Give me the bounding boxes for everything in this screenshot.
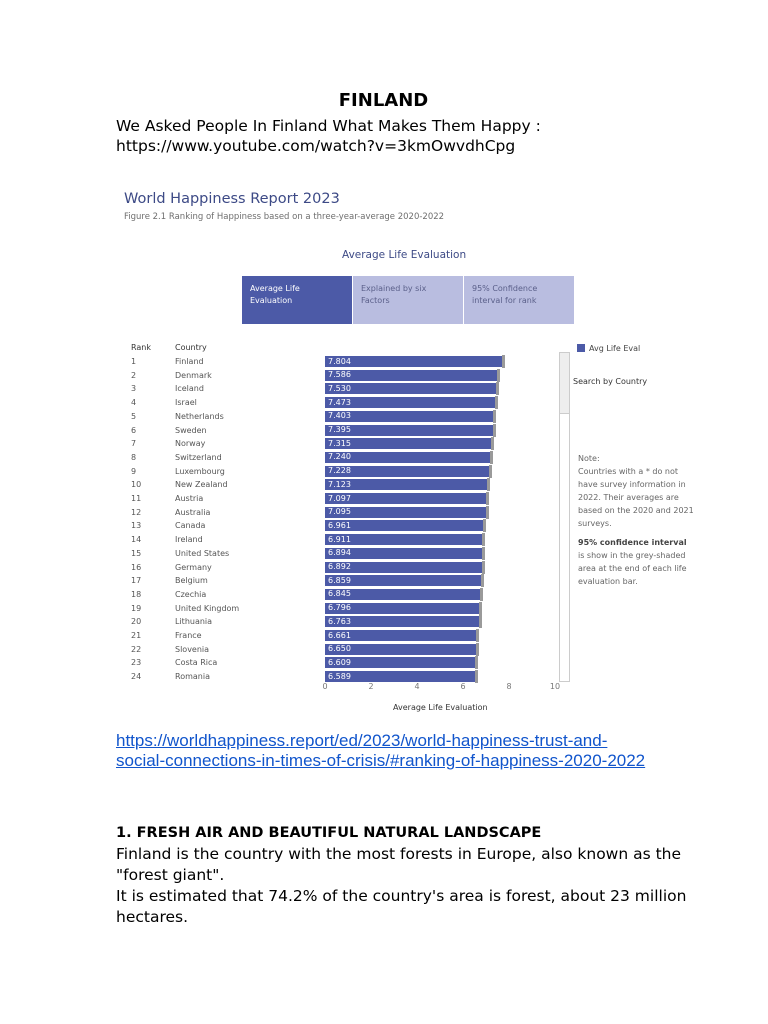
x-tick-label: 10 <box>549 682 561 691</box>
tab-average-life-evaluation[interactable]: Average Life Evaluation <box>242 276 352 324</box>
confidence-interval-mark <box>476 643 479 656</box>
ci-title: 95% confidence interval <box>578 538 687 547</box>
rank-cell: 6 <box>131 425 137 435</box>
chart-bar <box>325 370 499 381</box>
x-tick-label: 4 <box>414 682 420 691</box>
confidence-interval-mark <box>479 602 482 615</box>
confidence-interval-mark <box>493 410 496 423</box>
x-tick-label: 6 <box>460 682 466 691</box>
bar-value-label: 6.661 <box>328 630 351 640</box>
world-happiness-report-link[interactable]: https://worldhappiness.report/ed/2023/world-happiness-trust-and-social-connections-in-times-of-crisis/#ranking-of-happiness-2020-2022 <box>116 731 646 770</box>
rank-cell: 11 <box>131 494 142 503</box>
country-cell: Australia <box>175 507 211 517</box>
table-row <box>116 451 576 465</box>
table-row <box>116 615 576 629</box>
tab-explained-by-six-factors[interactable]: Explained by six Factors <box>353 276 463 324</box>
country-cell: Canada <box>175 521 206 531</box>
video-url: https://www.youtube.com/watch?v=3kmOwvdhCpg <box>116 137 516 155</box>
x-tick-label: 2 <box>368 682 374 691</box>
rank-cell: 8 <box>131 452 137 462</box>
rank-cell: 9 <box>131 466 137 476</box>
table-row <box>116 410 576 424</box>
bar-value-label: 7.240 <box>328 452 351 462</box>
country-cell: Luxembourg <box>175 466 225 476</box>
table-row <box>116 355 576 369</box>
confidence-interval-mark <box>491 437 494 450</box>
paragraph-line: Finland is the country with the most forests in Europe, also known as the <box>116 845 682 863</box>
confidence-interval-mark <box>482 547 485 560</box>
bar-value-label: 6.845 <box>328 589 351 599</box>
rank-cell: 7 <box>131 439 137 449</box>
note-panel <box>578 452 696 588</box>
table-row <box>116 465 576 479</box>
rank-cell: 5 <box>131 411 137 421</box>
country-cell: Austria <box>175 494 204 503</box>
table-row <box>116 574 576 588</box>
confidence-interval-mark <box>481 574 484 587</box>
table-row <box>116 369 576 383</box>
country-cell: United States <box>175 548 230 558</box>
confidence-interval-mark <box>482 533 485 546</box>
table-row <box>116 437 576 451</box>
bar-value-label: 7.473 <box>328 397 351 407</box>
country-cell: Netherlands <box>175 411 224 421</box>
table-row <box>116 656 576 670</box>
bar-value-label: 7.123 <box>328 479 351 489</box>
table-row <box>116 382 576 396</box>
x-axis <box>322 682 561 694</box>
bar-value-label: 6.961 <box>328 520 351 530</box>
bar-value-label: 7.586 <box>328 370 351 380</box>
column-header-rank: Rank <box>131 343 151 352</box>
tab-confidence-interval[interactable]: 95% Confidence interval for rank <box>464 276 574 324</box>
rank-cell: 23 <box>131 658 142 668</box>
rank-cell: 10 <box>131 480 142 490</box>
country-cell: Israel <box>175 398 197 408</box>
table-row <box>116 519 576 533</box>
confidence-interval-mark <box>487 478 490 491</box>
rank-cell: 3 <box>131 384 137 394</box>
country-cell: Ireland <box>175 535 203 545</box>
legend-label: Avg Life Eval <box>589 344 641 353</box>
country-cell: France <box>175 631 202 640</box>
confidence-interval-mark <box>483 519 486 532</box>
figure-tabs <box>242 276 575 324</box>
x-tick-label: 8 <box>506 682 512 691</box>
confidence-interval-mark <box>479 615 482 628</box>
table-row <box>116 629 576 643</box>
confidence-interval-mark <box>496 382 499 395</box>
bar-value-label: 7.095 <box>328 507 351 517</box>
figure-subtitle: Figure 2.1 Ranking of Happiness based on a three-year-average 2020-2022 <box>124 212 445 222</box>
country-cell: Slovenia <box>175 644 210 654</box>
confidence-interval-mark <box>480 588 483 601</box>
country-cell: Iceland <box>175 384 204 394</box>
rank-cell: 22 <box>131 644 142 654</box>
legend <box>577 344 640 353</box>
confidence-interval-mark <box>490 451 493 464</box>
page-title: FINLAND <box>338 90 429 111</box>
country-cell: Sweden <box>175 425 207 435</box>
column-header-country: Country <box>175 343 207 352</box>
rank-cell: 1 <box>131 357 137 366</box>
bar-value-label: 6.911 <box>328 534 351 544</box>
note-text: Countries with a * do not have survey information in 2022. Their averages are based on the 2020 and 2021 surveys. <box>578 467 694 528</box>
bar-value-label: 6.859 <box>328 575 351 585</box>
confidence-interval-mark <box>493 424 496 437</box>
confidence-interval-mark <box>495 396 498 409</box>
country-cell: Lithuania <box>175 617 213 627</box>
scrollbar-thumb[interactable] <box>560 353 569 414</box>
confidence-interval-mark <box>486 492 489 505</box>
table-row <box>116 492 576 506</box>
rank-cell: 12 <box>131 507 142 517</box>
country-cell: Belgium <box>175 576 208 586</box>
table-row <box>116 561 576 575</box>
country-cell: Finland <box>175 357 204 366</box>
table-row <box>116 478 576 492</box>
rank-cell: 24 <box>131 672 142 682</box>
rank-cell: 14 <box>131 535 142 545</box>
rank-cell: 4 <box>131 398 137 408</box>
bar-value-label: 6.894 <box>328 548 351 558</box>
bar-value-label: 7.804 <box>328 356 351 366</box>
table-row <box>116 643 576 657</box>
country-cell: New Zealand <box>175 480 228 490</box>
chart-bar <box>325 383 498 394</box>
table-row <box>116 547 576 561</box>
bar-value-label: 7.315 <box>328 438 351 448</box>
bar-value-label: 7.530 <box>328 383 351 393</box>
confidence-interval-mark <box>489 465 492 478</box>
rank-cell: 17 <box>131 576 142 586</box>
paragraph-line: "forest giant". <box>116 866 225 884</box>
rank-cell: 16 <box>131 562 142 572</box>
country-cell: Costa Rica <box>175 658 218 668</box>
paragraph-line: It is estimated that 74.2% of the country's area is forest, about 23 million <box>116 887 687 905</box>
bar-value-label: 6.763 <box>328 616 351 626</box>
section-heading: 1. FRESH AIR AND BEAUTIFUL NATURAL LANDSCAPE <box>116 825 542 841</box>
paragraph-line: hectares. <box>116 908 189 926</box>
table-row <box>116 424 576 438</box>
table-row <box>116 588 576 602</box>
search-by-country-label[interactable]: Search by Country <box>573 377 648 386</box>
rank-cell: 13 <box>131 521 142 531</box>
bar-value-label: 6.892 <box>328 562 351 571</box>
x-tick-label: 0 <box>322 682 328 691</box>
bar-value-label: 6.609 <box>328 657 351 667</box>
rank-cell: 2 <box>131 370 137 380</box>
country-cell: Germany <box>175 562 212 572</box>
rank-cell: 20 <box>131 617 142 627</box>
confidence-interval-mark <box>476 629 479 642</box>
rank-cell: 15 <box>131 548 142 558</box>
country-cell: Switzerland <box>175 452 222 462</box>
rank-cell: 19 <box>131 603 142 613</box>
country-cell: United Kingdom <box>175 603 240 613</box>
table-row <box>116 533 576 547</box>
bar-value-label: 7.097 <box>328 493 351 503</box>
rank-cell: 21 <box>131 631 142 640</box>
figure-title: World Happiness Report 2023 <box>124 191 340 207</box>
confidence-interval-mark <box>502 355 505 368</box>
table-row <box>116 396 576 410</box>
table-row <box>116 602 576 616</box>
country-cell: Romania <box>175 672 210 682</box>
table-row <box>116 506 576 520</box>
confidence-interval-mark <box>497 369 500 382</box>
x-axis-label: Average Life Evaluation <box>393 703 488 712</box>
bar-value-label: 6.796 <box>328 603 351 613</box>
bar-value-label: 7.228 <box>328 466 351 476</box>
note-title: Note: <box>578 454 600 463</box>
rank-cell: 18 <box>131 589 142 599</box>
confidence-interval-mark <box>486 506 489 519</box>
confidence-interval-mark <box>475 656 478 669</box>
country-cell: Norway <box>175 439 206 449</box>
legend-swatch <box>577 344 585 352</box>
bar-value-label: 6.589 <box>328 671 351 681</box>
intro-text: We Asked People In Finland What Makes Them Happy : <box>116 117 541 135</box>
bar-value-label: 7.395 <box>328 425 351 434</box>
ci-text: is show in the grey-shaded area at the end of each life evaluation bar. <box>578 551 687 586</box>
happiness-figure <box>116 185 696 720</box>
chart-bar <box>325 356 504 367</box>
confidence-interval-mark <box>482 561 485 574</box>
chart-scrollbar[interactable] <box>559 352 570 682</box>
country-cell: Czechia <box>175 589 207 599</box>
bar-value-label: 6.650 <box>328 644 351 654</box>
bar-value-label: 7.403 <box>328 411 351 421</box>
figure-section-title: Average Life Evaluation <box>342 249 467 261</box>
country-cell: Denmark <box>175 370 212 380</box>
